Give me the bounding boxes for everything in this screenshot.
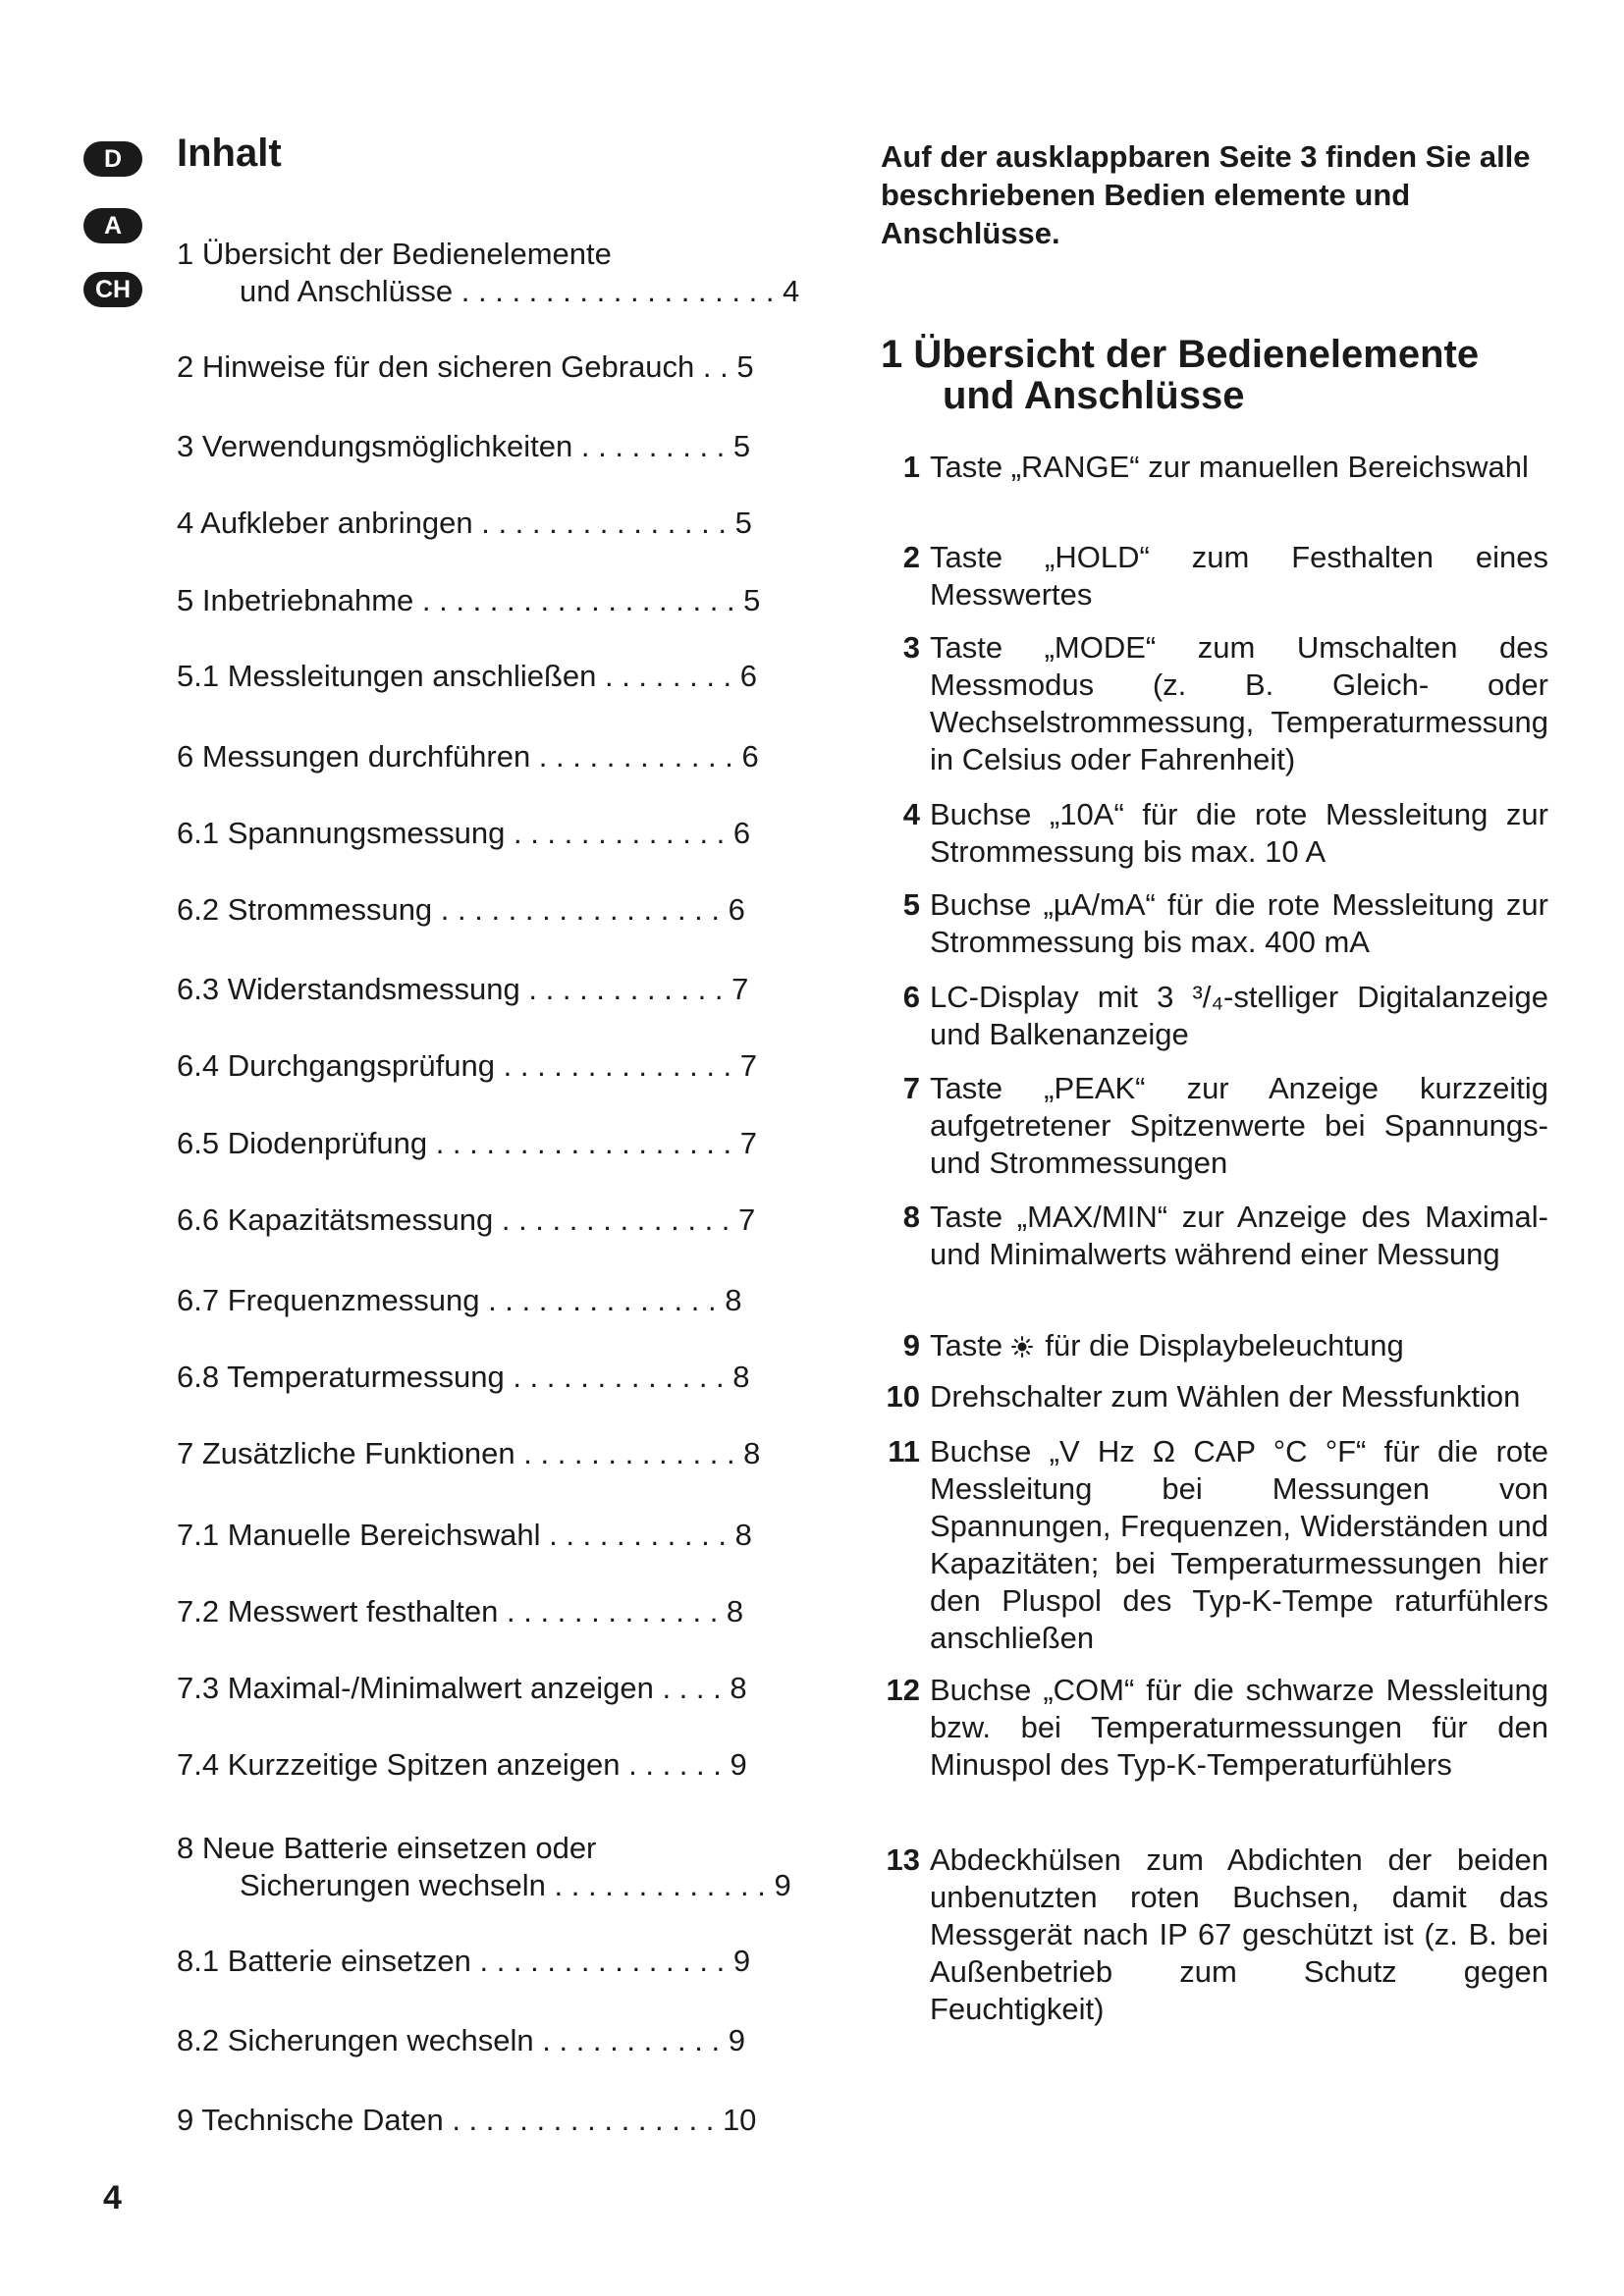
list-item: 13 Abdeckhülsen zum Abdichten der beiden unbenutzten roten Buchsen, damit das Messgerät nach IP 67 geschützt ist (z. B. bei Außenbetrieb zum Schutz gegen Feuchtigkeit) [886,1842,1548,2026]
toc-entry[interactable]: 5.1 Messleitungen anschließen . . . . . . . . 6 [177,659,758,693]
toc-entry[interactable]: 7.2 Messwert festhalten . . . . . . . . . . . . . 8 [177,1594,744,1629]
toc-entry[interactable]: 3 Verwendungsmöglichkeiten . . . . . . . . . 5 [177,429,751,463]
toc-entry[interactable]: 7.1 Manuelle Bereichswahl . . . . . . . . . . . 8 [177,1518,752,1552]
toc-entry[interactable]: 7.4 Kurzzeitige Spitzen anzeigen . . . . . . 9 [177,1747,747,1782]
toc-entry[interactable]: 6.2 Strommessung . . . . . . . . . . . . . . . . . 6 [177,892,745,927]
intro-note: Auf der ausklappbaren Seite 3 finden Sie alle beschriebenen Bedien elemente und Anschlüsse. [881,139,1531,250]
list-item: 9 Taste für die Displaybeleuchtung [902,1328,1404,1362]
toc-entry[interactable]: 9 Technische Daten . . . . . . . . . . . . . . . . 10 [177,2103,757,2137]
list-item: 6 LC-Display mit 3 ³/₄-stelliger Digitalanzeige und Balkenanzeige [902,980,1548,1051]
list-item: 10 Drehschalter zum Wählen der Messfunktion [886,1379,1521,1414]
toc-entry[interactable]: 1 Übersicht der Bedienelemente und Anschlüsse . . . . . . . . . . . . . . . . . . . 4 [177,237,800,308]
toc-entry[interactable]: 6.7 Frequenzmessung . . . . . . . . . . . . . . 8 [177,1283,742,1317]
toc-entry[interactable]: 7 Zusätzliche Funktionen . . . . . . . . . . . . . 8 [177,1436,761,1470]
page-number: 4 [103,2179,122,2216]
toc-entry[interactable]: 5 Inbetriebnahme . . . . . . . . . . . . . . . . . . . 5 [177,583,761,617]
list-item: 5 Buchse „µA/mA“ für die rote Messleitung zur Strommessung bis max. 400 mA [902,887,1548,959]
toc-entry[interactable]: 6 Messungen durchführen . . . . . . . . . . . . 6 [177,739,759,774]
toc-entry[interactable]: 6.4 Durchgangsprüfung . . . . . . . . . . . . . . 7 [177,1048,758,1083]
toc-entry[interactable]: 6.6 Kapazitätsmessung . . . . . . . . . . . . . . 7 [177,1202,756,1237]
language-badge-a: A [83,208,142,243]
list-item: 4 Buchse „10A“ für die rote Messleitung zur Strommessung bis max. 10 A [902,797,1548,869]
language-badge-d: D [83,141,142,177]
toc-entry[interactable]: 6.1 Spannungsmessung . . . . . . . . . . . . . 6 [177,816,751,850]
toc-entry[interactable]: 8.1 Batterie einsetzen . . . . . . . . . . . . . . . 9 [177,1944,751,1978]
toc-entry[interactable]: 7.3 Maximal-/Minimalwert anzeigen . . . . 8 [177,1671,747,1705]
list-item: 11 Buchse „V Hz Ω CAP °C °F“ für die rote Messleitung bei Messungen von Spannungen, Frequenzen, Widerständen und Kapazitäten; bei Temperaturmessungen hier den Pluspol des Typ-K-Tempe raturfühlers anschließen [888,1434,1548,1655]
toc-title: Inhalt [177,132,282,175]
toc-entry[interactable]: 6.5 Diodenprüfung . . . . . . . . . . . . . . . . . . 7 [177,1126,757,1160]
light-icon [1011,1336,1033,1358]
list-item: 3 Taste „MODE“ zum Umschalten des Messmodus (z. B. Gleich- oder Wechselstrommessung, Temperaturmessung in Celsius oder Fahrenheit) [902,630,1548,776]
list-item: 2 Taste „HOLD“ zum Festhalten eines Messwertes [902,540,1548,612]
toc-entry[interactable]: 2 Hinweise für den sicheren Gebrauch . . 5 [177,349,754,384]
toc-entry[interactable]: 6.8 Temperaturmessung . . . . . . . . . . . . . 8 [177,1360,750,1394]
list-item: 7 Taste „PEAK“ zur Anzeige kurzzeitig aufgetretener Spitzenwerte bei Spannungs- und Strommessungen [902,1071,1548,1180]
toc-entry[interactable]: 8 Neue Batterie einsetzen oder Sicherungen wechseln . . . . . . . . . . . . . 9 [177,1831,791,1902]
list-item: 8 Taste „MAX/MIN“ zur Anzeige des Maximal- und Minimalwerts während einer Messung [902,1200,1548,1271]
list-item: 12 Buchse „COM“ für die schwarze Messleitung bzw. bei Temperaturmessungen für den Minuspol des Typ-K-Temperaturfühlers [886,1673,1548,1782]
toc-entry[interactable]: 6.3 Widerstandsmessung . . . . . . . . . . . . 7 [177,972,749,1006]
section-title: 1 Übersicht der Bedienelemente und Anschlüsse [881,333,1480,417]
toc-entry[interactable]: 8.2 Sicherungen wechseln . . . . . . . . . . . 9 [177,2023,745,2057]
list-item: 1 Taste „RANGE“ zur manuellen Bereichswahl [902,450,1529,484]
language-badge-ch: CH [83,272,142,307]
toc-entry[interactable]: 4 Aufkleber anbringen . . . . . . . . . . . . . . . 5 [177,506,752,540]
